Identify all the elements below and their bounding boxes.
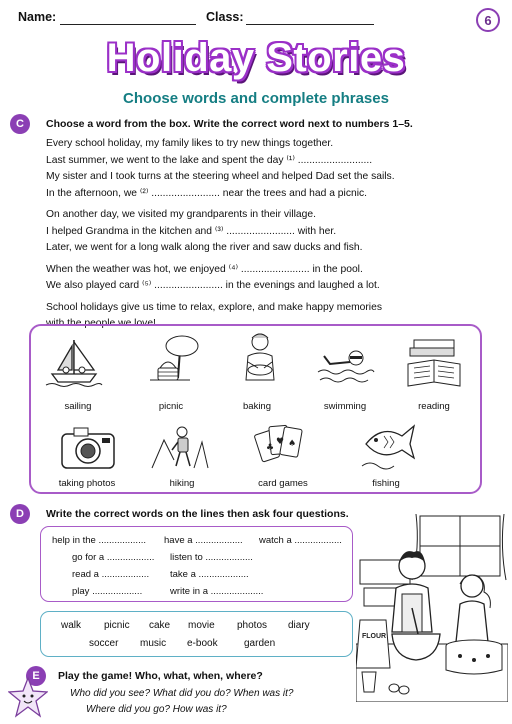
hiker-icon [150, 420, 210, 472]
phrase-item[interactable]: help in the .................. [52, 535, 146, 546]
word-item: soccer [89, 638, 119, 649]
section-d-badge: D [10, 504, 30, 524]
word-item: movie [188, 620, 215, 631]
books-icon [404, 338, 464, 390]
story-line: In the afternoon, we ⁽²⁾ ........................ near the trees and had a picnic. [46, 187, 367, 199]
phrase-item[interactable]: listen to .................. [170, 552, 253, 563]
picture-label-sailing: sailing [64, 401, 92, 412]
phrase-item[interactable]: read a .................. [72, 569, 150, 580]
page-title: Holiday Stories [106, 36, 406, 80]
story-line: Every school holiday, my family likes to try new things together. [46, 138, 334, 149]
section-e-badge: E [26, 666, 46, 686]
question-prompts-line-2: Where did you go? How was it? [86, 704, 227, 715]
svg-text:♥: ♥ [276, 437, 285, 447]
phrase-item[interactable]: write in a .................... [170, 586, 264, 597]
story-line: My sister and I took turns at the steering wheel and helped Dad set the sails. [46, 171, 395, 182]
phrase-item[interactable]: play ................... [72, 586, 143, 597]
picture-label-swimming: swimming [323, 401, 367, 412]
picture-label-baking: baking [243, 401, 271, 412]
story-line: On another day, we visited my grandparents in their village. [46, 209, 316, 220]
word-item: walk [61, 620, 82, 631]
camera-icon [58, 420, 118, 472]
page-subtitle: Choose words and complete phrases [123, 90, 389, 107]
story-line: I helped Grandma in the kitchen and ⁽³⁾ ........................ with her. [46, 225, 337, 237]
phrase-item[interactable]: have a .................. [164, 535, 243, 546]
word-item: cake [149, 620, 171, 631]
word-item: garden [244, 638, 276, 649]
swimmer-icon [316, 340, 376, 392]
name-input-line[interactable] [60, 13, 196, 25]
section-c-badge: C [10, 114, 30, 134]
section-d-instruction: Write the correct words on the lines then ask four questions. [46, 508, 349, 520]
kids-baking-illustration [356, 512, 508, 702]
question-prompts-line-1: Who did you see? What did you do? When was it? [70, 688, 294, 699]
page-number: 6 [476, 8, 500, 32]
playing-cards-icon [252, 420, 312, 472]
class-label: Class: [206, 10, 244, 24]
star-icon [8, 676, 48, 720]
word-item: picnic [104, 620, 130, 631]
story-line: Last summer, we went to the lake and spent the day ⁽¹⁾ .......................... [46, 154, 373, 166]
picnic-basket-icon [140, 334, 200, 386]
story-line: When the weather was hot, we enjoyed ⁽⁴⁾ ........................ in the pool. [46, 263, 363, 275]
section-c-instruction: Choose a word from the box. Write the correct word next to numbers 1–5. [46, 118, 413, 130]
story-line: We also played card ⁽⁵⁾ ........................ in the evenings and laughed a lot. [46, 280, 380, 291]
picture-label-fishing: fishing [372, 478, 400, 489]
word-item: photos [237, 620, 268, 631]
svg-text:♠: ♠ [288, 439, 297, 449]
picture-label-card-games: card games [258, 478, 308, 489]
phrase-item[interactable]: watch a .................. [259, 535, 342, 546]
phrase-item[interactable]: take a ................... [170, 569, 249, 580]
section-e-instruction: Play the game! Who, what, when, where? [58, 670, 263, 682]
fish-icon [358, 418, 418, 470]
story-line: School holidays give us time to relax, explore, and make happy memories [46, 301, 382, 313]
name-label: Name: [18, 10, 57, 24]
story-line: with the people we love! [46, 318, 156, 329]
sailboat-icon [44, 336, 104, 388]
picture-label-hiking: hiking [169, 478, 195, 489]
picture-label-reading: reading [418, 401, 450, 412]
word-item: music [140, 638, 167, 649]
class-input-line[interactable] [246, 13, 374, 25]
story-line: Later, we went for a long walk along the river and saw ducks and fish. [46, 242, 363, 253]
svg-text:♣: ♣ [266, 443, 275, 453]
story-text [46, 136, 395, 333]
word-item: diary [288, 620, 310, 631]
word-box [40, 611, 353, 657]
flour-label: FLOUR [362, 633, 387, 640]
word-item: e-book [187, 638, 218, 649]
picture-label-taking-photos: taking photos [58, 478, 116, 489]
picture-label-picnic: picnic [158, 401, 184, 412]
phrase-item[interactable]: go for a .................. [72, 552, 155, 563]
grandma-baking-icon [230, 332, 290, 384]
